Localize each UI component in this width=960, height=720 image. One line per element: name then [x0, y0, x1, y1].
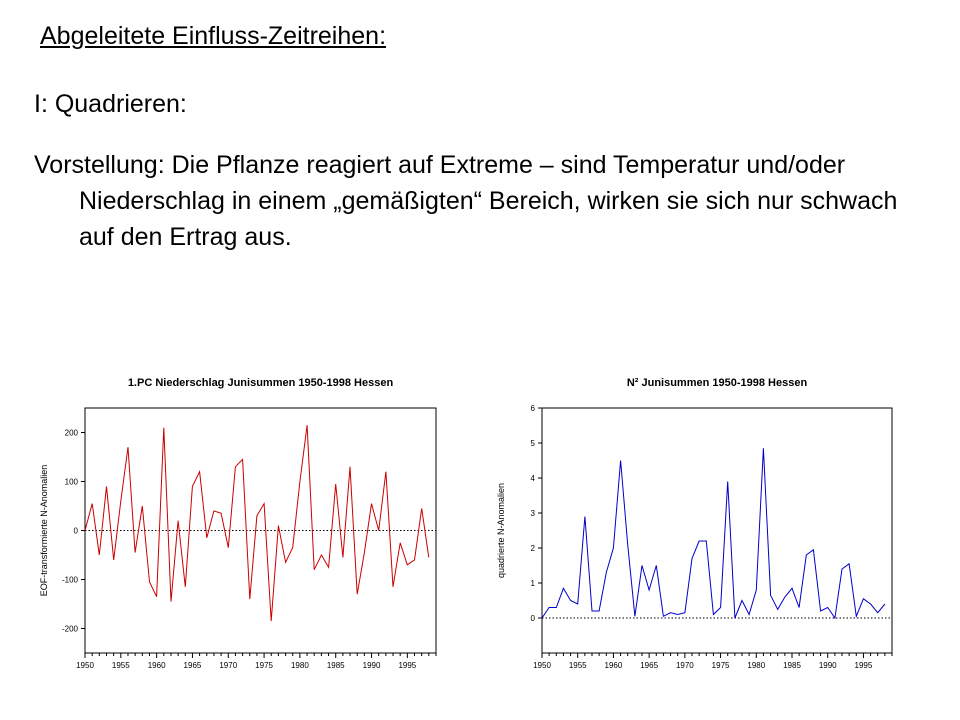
right-chart-data-point [605, 571, 607, 573]
left-chart-ytick-label: -200 [61, 624, 78, 634]
right-chart-data-point [827, 606, 829, 608]
right-chart-data-point [669, 612, 671, 614]
left-chart-ytick-label: 0 [73, 526, 78, 536]
right-chart-data-point [698, 540, 700, 542]
left-chart-xtick-label: 1960 [147, 661, 166, 670]
left-chart-series-line [85, 425, 429, 621]
left-chart-data-point [299, 480, 301, 482]
left-chart-data-point [284, 561, 286, 563]
right-chart-data-point [805, 554, 807, 556]
left-chart-data-point [292, 546, 294, 548]
right-chart-data-point [555, 606, 557, 608]
right-chart-ylabel: quadrierte N-Anomalien [496, 482, 506, 579]
left-chart-data-point [213, 510, 215, 512]
left-chart-data-point [370, 502, 372, 504]
left-chart-ytick-label: -100 [61, 575, 78, 585]
left-chart-ytick-label: 200 [64, 428, 78, 438]
right-chart-data-point [877, 612, 879, 614]
right-chart-data-point [684, 612, 686, 614]
right-chart-data-point [619, 459, 621, 461]
right-chart-xtick-label: 1965 [640, 661, 659, 670]
left-chart-data-point [155, 595, 157, 597]
right-chart-series-line [542, 448, 885, 618]
right-chart-data-point [884, 603, 886, 605]
right-chart-data-point [748, 613, 750, 615]
right-chart-ytick-label: 6 [530, 404, 535, 413]
left-chart-data-point [356, 593, 358, 595]
left-chart-data-point [220, 512, 222, 514]
right-chart-data-point [812, 549, 814, 551]
left-chart-data-point [170, 600, 172, 602]
right-chart-data-point [769, 594, 771, 596]
left-chart-data-point [413, 559, 415, 561]
right-chart-xtick-label: 1950 [533, 661, 551, 670]
right-chart-data-point [712, 613, 714, 615]
left-chart-data-point [377, 529, 379, 531]
left-chart-data-point [134, 551, 136, 553]
left-chart-title: 1.PC Niederschlag Junisummen 1950-1998 Hessen [127, 377, 394, 389]
left-chart-data-point [105, 485, 107, 487]
left-chart-data-point [98, 554, 100, 556]
right-chart-ytick-label: 5 [530, 439, 535, 448]
left-chart-data-point [177, 520, 179, 522]
right-chart-ytick-label: 4 [530, 474, 535, 483]
left-chart-data-point [277, 524, 279, 526]
right-chart-data-point [727, 480, 729, 482]
right-chart-data-point [791, 587, 793, 589]
left-chart-data-point [349, 466, 351, 468]
right-chart-data-point [869, 603, 871, 605]
right-chart-data-point [648, 589, 650, 591]
right-chart-plot-frame [542, 408, 892, 653]
left-chart-data-point [385, 471, 387, 473]
left-chart-ytick-label: 100 [64, 477, 78, 487]
right-chart-data-point [569, 599, 571, 601]
left-chart-data-point [306, 424, 308, 426]
right-chart-xtick-label: 1955 [568, 661, 587, 670]
left-chart-xtick-label: 1955 [111, 661, 130, 670]
right-chart-ytick-label: 1 [530, 579, 535, 588]
left-chart-data-point [206, 537, 208, 539]
left-chart-data-point [420, 507, 422, 509]
left-chart-data-point [313, 569, 315, 571]
right-chart-data-point [705, 540, 707, 542]
right-chart-xtick-label: 1995 [854, 661, 873, 670]
right-chart-data-point [841, 568, 843, 570]
right-chart-data-point [655, 564, 657, 566]
right-chart-data-point [755, 589, 757, 591]
slide-heading: Abgeleitete Einfluss-Zeitreihen: [40, 22, 387, 50]
right-chart-data-point [855, 615, 857, 617]
right-chart-xtick-label: 1975 [711, 661, 730, 670]
left-chart-data-point [91, 502, 93, 504]
left-chart-data-point [256, 515, 258, 517]
left-chart-data-point [249, 598, 251, 600]
left-chart-data-point [112, 559, 114, 561]
left-chart-data-point [234, 466, 236, 468]
left-chart-xtick-label: 1965 [183, 661, 202, 670]
chart-squared-anomalies [496, 365, 900, 675]
left-chart-data-point [141, 505, 143, 507]
left-chart-xtick-label: 1985 [326, 661, 345, 670]
right-chart-data-point [548, 606, 550, 608]
right-chart-data-point [577, 603, 579, 605]
right-chart-data-point [834, 617, 836, 619]
left-chart-data-point [399, 542, 401, 544]
left-chart-xtick-label: 1980 [290, 661, 309, 670]
right-chart-xtick-label: 1960 [604, 661, 623, 670]
left-chart-data-point [263, 502, 265, 504]
right-chart-data-point [634, 615, 636, 617]
left-chart-data-point [198, 471, 200, 473]
right-chart-ytick-label: 3 [530, 509, 535, 518]
left-chart-data-point [163, 426, 165, 428]
left-chart-data-point [227, 546, 229, 548]
right-chart-xtick-label: 1980 [747, 661, 766, 670]
left-chart-data-point [127, 446, 129, 448]
right-chart-data-point [848, 563, 850, 565]
right-chart-data-point [798, 606, 800, 608]
left-chart-xtick-label: 1995 [398, 661, 417, 670]
right-chart-data-point [591, 610, 593, 612]
right-chart-data-point [677, 613, 679, 615]
left-chart-data-point [363, 551, 365, 553]
left-chart-data-point [327, 566, 329, 568]
left-chart-data-point [392, 586, 394, 588]
left-chart-data-point [84, 529, 86, 531]
right-chart-data-point [691, 557, 693, 559]
left-chart-data-point [270, 620, 272, 622]
left-chart-xtick-label: 1970 [219, 661, 238, 670]
right-chart-data-point [862, 598, 864, 600]
right-chart-data-point [562, 587, 564, 589]
right-chart-data-point [627, 543, 629, 545]
right-chart-data-point [662, 615, 664, 617]
left-chart-data-point [342, 556, 344, 558]
left-chart-xtick-label: 1975 [255, 661, 273, 670]
left-chart-ylabel: EOF-transformierte N-Anomalien [39, 464, 49, 597]
left-chart-data-point [320, 554, 322, 556]
right-chart-data-point [598, 610, 600, 612]
right-chart-ytick-label: 2 [530, 544, 535, 553]
right-chart-data-point [719, 606, 721, 608]
right-chart-xtick-label: 1990 [818, 661, 837, 670]
right-chart-ytick-label: 0 [530, 614, 535, 623]
left-chart-data-point [406, 564, 408, 566]
right-chart-data-point [612, 547, 614, 549]
right-chart-data-point [777, 608, 779, 610]
right-chart-data-point [741, 599, 743, 601]
right-chart-data-point [541, 617, 543, 619]
right-chart-data-point [734, 617, 736, 619]
right-chart-data-point [584, 515, 586, 517]
left-chart-xtick-label: 1950 [76, 661, 94, 670]
right-chart-data-point [762, 447, 764, 449]
left-chart-data-point [428, 556, 430, 558]
slide-subheading: I: Quadrieren: [34, 90, 187, 118]
left-chart-data-point [335, 483, 337, 485]
right-chart-xtick-label: 1970 [675, 661, 694, 670]
right-chart-title: N² Junisummen 1950-1998 Hessen [626, 377, 808, 389]
left-chart-xtick-label: 1990 [362, 661, 381, 670]
left-chart-data-point [184, 586, 186, 588]
right-chart-xtick-label: 1985 [783, 661, 801, 670]
right-chart-data-point [784, 596, 786, 598]
right-chart-data-point [819, 610, 821, 612]
left-chart-data-point [148, 581, 150, 583]
left-chart-data-point [241, 458, 243, 460]
left-chart-data-point [191, 485, 193, 487]
slide-paragraph: Vorstellung: Die Pflanze reagiert auf Extreme – sind Temperatur und/oder Niederschlag in einem „gemäßigten“ Bereich, wirken sie sich nur schwach auf den Ertrag aus. [34, 151, 898, 251]
chart-precipitation-pc [30, 365, 450, 675]
left-chart-data-point [120, 500, 122, 502]
right-chart-data-point [641, 564, 643, 566]
